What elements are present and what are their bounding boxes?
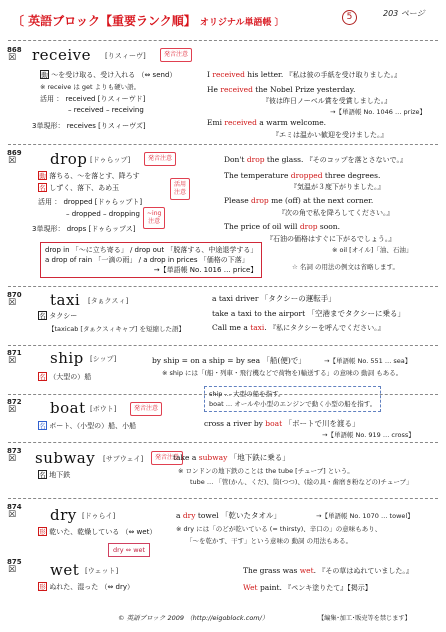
headword: subway [35,449,96,467]
headword: dry [50,506,77,524]
keyword: dropped [290,171,323,180]
idiom-line: drop in 「～に立ち寄る」 / drop out 「脱落する、中途退学する」 [45,246,258,254]
divider [8,40,438,41]
title-main: 〔 英語ブロック【重要ランク順】 [12,14,196,28]
past-form: dropped [ドゥらップト] [63,198,143,206]
translation: 『石油の価格はすぐに下がるでしょう。』 [266,235,396,243]
entry-number: 875 [7,558,22,566]
pronunciation: [ウェット] [85,567,119,575]
pronunciation: [ドゥらップ] [90,156,131,164]
example-sentence [207,118,326,127]
sentence-text: . [313,566,316,575]
sentence-text: Please [224,196,252,205]
third-person-label: 3単現形： [32,225,65,233]
forms-row [40,94,145,104]
sentence-text: Don't [224,155,247,164]
sentence-text: his letter. [244,70,284,79]
usage-note: 「～を乾かす、干す」という意味の 動詞 の用法もある。 [186,537,353,545]
usage-note: tube … 「管(かん、くだ)、筒(つつ)、(絵の具・歯磨き粉などの)チューブ」 [190,478,413,486]
checkbox-icon[interactable]: ☒ [8,356,17,366]
entry-number: 872 [7,398,22,406]
entry-number: 874 [7,503,22,511]
example-phrase: by ship = on a ship = by sea 「船(便)で」 [152,356,306,365]
meaning: ボート、（小型の）船、小船 [49,422,137,430]
third-person-row [32,121,146,131]
sentence-text: paint. [257,583,282,592]
meaning-row [38,183,119,193]
pronunciation: [りスィーヴ] [105,52,146,60]
third-person-form: receives [りスィーヴズ] [66,122,146,130]
participle-forms: – received – receiving [68,106,144,114]
entry-number: 868 [7,46,22,54]
meaning: 乾いた、乾燥している （⇔ wet） [49,528,157,536]
usage-note: ※ dry には「のどが乾いている (= thirsty)、辛口の」の意味もあり、 [176,525,382,533]
comparison-line: ship … 大型の船を指す。 [209,390,285,398]
usage-note: ※ receive は get よりも硬い語。 [40,83,141,91]
checkbox-icon[interactable]: ☒ [8,454,17,464]
omission-note: ☆ 名詞 の用法の例文は省略します。 [292,263,399,271]
comparison-line: boat … オールや小型のエンジンで動く小型の船を指す。 [209,400,377,408]
sentence-text: take a [173,453,199,462]
keyword: taxi [250,323,265,332]
idiom-box [40,242,262,278]
pos-noun-icon: 名 [39,422,46,430]
translation: 『私にタクシーを呼んでください。』 [269,324,385,332]
pos-adjective-icon: 形 [39,583,46,591]
entry-number: 869 [7,149,22,157]
cross-reference: →【単語帳 No. 551 … sea】 [324,357,412,365]
headword: ship [50,349,84,367]
headword: wet [50,561,80,579]
sentence-text: soon. [317,222,341,231]
meaning: ～を受け取る、受け入れる （⇔ send） [51,71,177,79]
keyword: Wet [243,583,258,592]
sentence-text: I [207,70,213,79]
meaning: ぬれた、湿った （⇔ dry） [49,583,135,591]
meaning-row [38,171,140,181]
meaning-row [38,582,134,592]
sentence-text: the glass. [264,155,304,164]
sentence-text: the Nobel Prize yesterday. [252,85,356,94]
translation: 『彼は昨日ノーベル賞を受賞しました。』 [262,97,392,105]
checkbox-icon[interactable]: ☒ [8,156,17,166]
translation: 『エミは温かい歓迎を受けました。』 [272,131,388,139]
rights-notice: 【編集･加工･販売等を禁じます】 [318,615,411,622]
translation: 『ペンキ塗りたて』【掲示】 [284,584,372,592]
example-sentence [207,85,355,94]
pos-noun-icon: 名 [39,312,46,320]
divider [8,286,438,287]
meaning: （大型の）船 [49,373,92,381]
entry-number: 871 [7,349,22,357]
entry-number: 870 [7,291,22,299]
sentence-text: The temperature [224,171,291,180]
third-person-label: 3単現形： [32,122,65,130]
meaning: タクシー [49,312,78,320]
sentence-text: Emi [207,118,225,127]
example-sentence [207,70,401,80]
past-form: received [りスィーヴド] [65,95,146,103]
sentence-text: . [264,323,267,332]
pronunciation-warning-badge: 発音注意 [130,402,162,416]
pos-noun-icon: 名 [39,184,46,192]
example-phrase [173,452,290,463]
keyword: drop [299,222,318,231]
headword: taxi [50,291,81,309]
sentence-text: 「ボートで川を渡る」 [282,419,360,428]
checkbox-icon[interactable]: ☒ [8,298,17,308]
pronunciation-warning-badge: 発音注意 [151,451,183,465]
third-person-row [32,224,135,234]
checkbox-icon[interactable]: ☒ [8,510,17,520]
vocab-note: ※ oil [オイル]「油、石油」 [332,246,413,254]
pos-noun-icon: 名 [39,471,46,479]
usage-warning-badge: 活用 注意 [170,178,190,200]
checkbox-icon[interactable]: ☒ [8,405,17,415]
forms-label: 活用 ： [40,95,64,103]
sentence-text: a warm welcome. [256,118,327,127]
meaning-row [38,372,91,382]
translation: 『その草はぬれていました。』 [318,567,413,575]
page-reference: 203 ページ [383,9,425,18]
example-sentence [212,323,385,333]
example-sentence [224,222,340,231]
headword: boat [50,399,86,417]
idiom-line: a drop of rain 「一滴の雨」 / a drop in prices 「価格の下落」 [45,256,249,264]
copyright: © 英語ブロック 2009 （http://eigoblock.com/） [118,614,269,622]
translation: 『そのコップを落とさないで。』 [305,156,407,164]
sentence-text: me (off) at the next corner. [268,196,374,205]
usage-note: ※ ship には「(船・列車・飛行機などで荷物を)輸送する」の意味の 動詞 もある。 [162,369,403,377]
page-title [12,12,284,29]
example-sentence [224,196,373,205]
meaning: 落ちる、～を落とす、降ろす [49,172,140,180]
example-sentence [224,171,380,180]
meaning: 地下鉄 [49,471,71,479]
keyword: subway [198,453,228,462]
page-number-badge: 5 [342,10,357,25]
divider [8,144,438,145]
meaning-row [38,470,70,480]
headword: receive [32,46,91,64]
sentence-text: towel 「乾いたタオル」 [195,511,282,520]
sentence-text: Call me a [212,323,251,332]
keyword: boat [265,419,283,428]
comparison-box [204,386,381,412]
headword: drop [50,150,88,168]
pronunciation: [タぁクスィ] [88,297,129,305]
third-person-form: drops [ドゥらップス] [66,225,136,233]
example-phrase [204,418,360,429]
cross-reference: →【単語帳 No. 919 … cross】 [322,431,415,439]
example-sentence [243,583,372,593]
ing-warning-badge: ~ing 注意 [143,207,165,229]
sentence-text: The price of oil will [224,222,300,231]
antonym-box: dry ⇔ wet [108,543,150,557]
meaning-row [38,527,156,537]
sentence-text: 「地下鉄に乗る」 [227,453,290,462]
example-sentence [243,566,413,576]
checkbox-icon[interactable]: ☒ [8,565,17,575]
title-sub: オリジナル単語帳 〕 [199,18,284,28]
sentence-text: He [207,85,221,94]
participle-forms: – dropped – dropping [66,210,140,218]
sentence-text: a [176,511,183,520]
pronunciation: [サブウェイ] [103,455,144,463]
meaning-row [40,70,176,80]
pronunciation: [ドゥらイ] [82,512,116,520]
pronunciation: [ボウト] [90,405,117,413]
keyword: received [220,85,253,94]
pronunciation: [シップ] [90,355,117,363]
pos-adjective-icon: 形 [39,528,46,536]
forms-row [38,197,142,207]
translation: 『私は彼の手紙を受け取りました。』 [285,71,402,79]
example-sentence [224,155,407,165]
translation: 『次の角で私を降ろしてください。』 [278,209,394,217]
keyword: wet [299,566,314,575]
etymology-note: 【taxicab [タぁクスィキャブ] を短縮した語】 [48,325,185,333]
keyword: received [224,118,257,127]
keyword: drop [246,155,265,164]
divider [8,442,438,443]
sentence-text: cross a river by [204,419,266,428]
cross-reference: →【単語帳 No. 1046 … prize】 [330,108,427,116]
divider [8,345,438,346]
example-phrase [176,510,281,521]
entry-number: 873 [7,447,22,455]
cross-reference: →【単語帳 No. 1070 … towel】 [316,512,414,520]
divider [8,498,438,499]
pronunciation-warning-badge: 発音注意 [160,48,192,62]
meaning: しずく、落下、あめ玉 [49,184,120,192]
meaning-row [38,421,136,431]
pos-verb-icon: 動 [41,71,48,79]
meaning-row [38,311,77,321]
sentence-text: three degrees. [322,171,381,180]
example-phrase: take a taxi to the airport 「空港までタクシーに乗る」 [212,309,406,318]
example-phrase: a taxi driver 「タクシーの運転手」 [212,294,336,303]
sentence-text: The grass was [243,566,300,575]
usage-note: ※ ロンドンの地下鉄のことは the tube [チューブ] という。 [178,467,354,475]
pronunciation-warning-badge: 発音注意 [144,152,176,166]
checkbox-icon[interactable]: ☒ [8,53,17,63]
cross-reference: →【単語帳 No. 1016 … price】 [153,266,258,274]
pos-noun-icon: 名 [39,373,46,381]
keyword: dry [182,511,196,520]
translation: 『気温が３度下がりました。』 [290,183,385,191]
keyword: drop [251,196,269,205]
pos-verb-icon: 動 [39,172,46,180]
forms-label: 活用 ： [38,198,62,206]
keyword: received [212,70,245,79]
